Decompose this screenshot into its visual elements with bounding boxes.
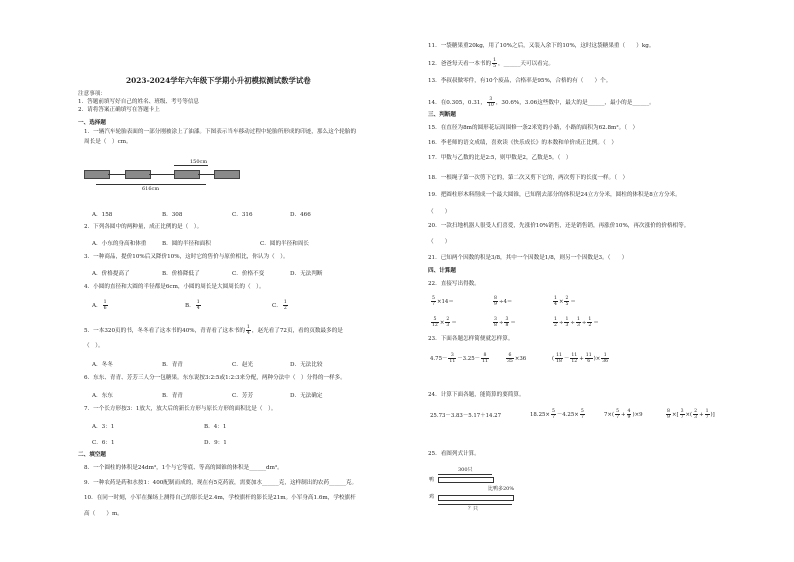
note-item-2: 2．请将答案正确填写在答题卡上 xyxy=(78,107,160,113)
q8-text: 8．一个圆柱的体积是24dm³，1个与它等底、等高的圆锥的体积是______dm³。 xyxy=(84,465,283,471)
q2-option-b: B．圆的半径和面积 xyxy=(162,241,211,247)
q1-option-d: D．466 xyxy=(290,212,311,218)
q3-option-c: C．价格不变 xyxy=(232,271,265,277)
chicken-bar xyxy=(438,495,514,501)
q23-title: 23．下面各题怎样简便就怎样算。 xyxy=(428,336,514,342)
q2-option-a: A．小东的身高和体重 xyxy=(92,241,147,247)
q11-text: 11．一袋糖果重20kg，用了10%之后，又装入余下的10%，这时这袋糖果重（ ）kg。 xyxy=(428,43,655,49)
page-title: 2023-2024学年六年级下学期小升初模拟测试数学试卷 xyxy=(126,76,311,85)
q13-text: 13．李叔叔做零件，有10个废品，合格率是95%，合格的有（ ）个。 xyxy=(428,78,612,84)
q4-option-a: A． $\frac{1}{6}$ xyxy=(92,300,107,311)
q2-text: 2．下列各圆中的两种量，成正比例的是（ ）。 xyxy=(84,224,203,230)
q5-line2: （ ）。 xyxy=(84,343,104,349)
section-judge-title: 三、判断题 xyxy=(428,112,456,118)
track-gap-2 xyxy=(149,174,174,175)
calc-item: $\frac{1}{4}$ × $\frac{2}{5}$ ＝ xyxy=(554,296,576,307)
section-fill-title: 二、填空题 xyxy=(78,452,106,458)
notes-label: 注意事项： xyxy=(78,91,106,97)
q1-option-c: C．316 xyxy=(232,212,253,218)
calc-item: $\frac{6}{35}$ ×36 xyxy=(507,353,527,364)
q7-text: 7．一个长方形按3：1放大，放大后的新长方形与原长方形的面积比是（ ）。 xyxy=(84,406,277,412)
paint-mark-1 xyxy=(84,170,110,179)
q3-option-a: A．价格提高了 xyxy=(92,271,130,277)
calc-item: $\frac{3}{8}$ ÷ $\frac{3}{8}$ ＝ xyxy=(494,317,516,328)
fig-label-300: 300只 xyxy=(458,467,473,473)
bottom-dimension-line xyxy=(96,184,206,185)
calc-item: $\frac{5}{12}$ × $\frac{2}{3}$ ＝ xyxy=(432,317,457,328)
q18-text: 18．一根绳子第一次剪下它的，第二次又剪下它的，两次剪下的长度一样。（ ） xyxy=(428,175,629,181)
q10-line2: 高（ ）m。 xyxy=(84,511,123,517)
q22-title: 22．直接写出得数。 xyxy=(428,281,480,287)
q7-option-a: A．3：1 xyxy=(92,424,115,430)
fig-label-question: ？只 xyxy=(468,506,479,512)
fig-brace-300 xyxy=(438,474,492,475)
q9-text: 9．一种农药是药和水按1：400配制而成的，现在有5克药液，需要加水______克，这样制出的农药______克。 xyxy=(84,480,358,486)
calc-item: 25.73－3.83－5.17＋14.27 xyxy=(430,413,502,419)
q4-text: 4．小圆的直径和大圆的半径都是6cm，小圆的周长是大圆周长的（ ）。 xyxy=(84,284,265,290)
q3-option-b: B．价格降低了 xyxy=(162,271,200,277)
calc-item: $\frac{8}{9}$ ÷4＝ xyxy=(494,296,513,307)
q3-text: 3．一种商品，提价10%后又降价10%，这时它的售价与原价相比，你认为（ ）。 xyxy=(84,254,289,260)
q15-text: 15．在直径为8m的圆形花坛周围修一条2米宽的小路，小路的面积为62.8m²。（ ） xyxy=(428,125,639,131)
q12-text: 12．爸爸每天看一本书的 $\frac{1}{5}$ ，______天可以看完。 xyxy=(428,58,554,69)
q6-option-a: A．东东 xyxy=(92,393,113,399)
paint-mark-3 xyxy=(174,170,200,179)
q21-text: 21．已知两个因数的积是3/8，其中一个因数是1/8，则另一个因数是3。（ ） xyxy=(428,255,628,261)
q3-option-d: D．无法判断 xyxy=(290,271,323,277)
fig-label-duck: 鸭 xyxy=(429,477,435,483)
fig-label-more: 比鸭多20% xyxy=(488,486,515,492)
q5-option-b: B．青青 xyxy=(162,362,183,368)
q2-option-c: C．圆的半径和周长 xyxy=(260,241,310,247)
q6-option-c: C．芳芳 xyxy=(232,393,254,399)
paint-mark-2 xyxy=(125,170,151,179)
q7-option-c: C．6：1 xyxy=(92,440,115,446)
q1-line2: 周长是（ ）cm。 xyxy=(84,139,132,145)
note-item-1: 1．答题前填写好自己的姓名、班级、考号等信息 xyxy=(78,99,200,105)
q4-option-c: C． $\frac{1}{2}$ xyxy=(272,300,287,311)
q20-line1: 20．一款扫地机器人很受人们喜爱，先涨价10%销售，还是销售销，再涨价10%，再次涨价的价格相等。 xyxy=(428,223,690,229)
calc-item: 18.25× $\frac{5}{7}$ －4.25× $\frac{5}{7}$ xyxy=(530,409,584,420)
track-gap-1 xyxy=(108,174,125,175)
duck-bar xyxy=(438,477,494,483)
q1-line1: 1．一辆汽车轮胎表面的一部分刚被涂上了油漆。下图表示当车移动过程中轮胎所形成的印迹，那么这个轮胎的 xyxy=(84,129,357,135)
q6-text: 6．东东、青青、芳芳三人分一包糖果。东东说按3:2:5或1:2:3来分配，两种分法中（ ）分得的一样多。 xyxy=(84,375,346,381)
q5-option-d: D．无法比较 xyxy=(290,362,323,368)
section-choice-title: 一、选择题 xyxy=(78,120,106,126)
q25-title: 25．看图列式计算。 xyxy=(428,451,480,457)
section-calc-title: 四、计算题 xyxy=(428,268,456,274)
q4-option-b: B． $\frac{1}{4}$ xyxy=(185,300,200,311)
figure-bottom-label: 616cm xyxy=(142,186,160,192)
paint-mark-4 xyxy=(214,170,240,179)
figure-top-label: 150cm xyxy=(190,159,208,165)
q5-line1: 5．一本320页的书，冬冬看了这本书的40%，青青看了这本书的 $\frac{1}{4}$ ，赵光看了72页，看的页数最多的是 xyxy=(84,325,343,336)
track-gap-3 xyxy=(198,174,214,175)
q7-option-d: D．9：1 xyxy=(204,440,227,446)
calc-item: ( $\frac{11}{18}$ － $\frac{11}{12}$ + $\frac{11}{6}$ )× $\frac{1}{36}$ xyxy=(552,353,609,364)
fig-label-chicken: 鸡 xyxy=(429,494,435,500)
q19-line2: （ ） xyxy=(428,209,451,215)
calc-item: $\frac{8}{9}$ ×[ $\frac{3}{7}$ ×( $\frac{2}{3}$ + $\frac{1}{7}$ )] xyxy=(667,409,715,420)
q14-text: 14．在0.305，0.31， $\frac{3}{10}$ ，30.6%，3.06这些数中，最大的是______，最小的是______。 xyxy=(428,97,655,108)
q16-text: 16．李老师的语文成绩，喜欢读《快乐成长》的本数和单价成正比例。（ ） xyxy=(428,140,617,146)
q10-line1: 10．在同一时刻，小军在操场上测得自己的影长是2.4m，学校旗杆的影长是21m。小军身高1.6m，学校旗杆 xyxy=(84,495,356,501)
calc-item: $\frac{1}{2}$ ÷ $\frac{1}{3}$ ÷ $\frac{1}{3}$ ÷ $\frac{1}{2}$ ＝ xyxy=(554,317,599,328)
q24-title: 24．计算下面各题，能简算的要简算。 xyxy=(428,392,525,398)
q17-text: 17．甲数与乙数的比是2:5，则甲数是2，乙数是5。（ ） xyxy=(428,155,572,161)
q5-option-c: C．赵光 xyxy=(232,362,254,368)
q7-option-b: B．4：1 xyxy=(204,424,227,430)
q1-option-a: A．158 xyxy=(92,212,113,218)
q6-option-d: D．无法确定 xyxy=(290,393,323,399)
q20-line2: （ ） xyxy=(428,239,451,245)
q5-option-a: A．冬冬 xyxy=(92,362,113,368)
q1-option-b: B．308 xyxy=(162,212,183,218)
top-dimension-line xyxy=(174,165,208,166)
calc-item: 7×( $\frac{5}{7}$ + $\frac{4}{9}$ )×9 xyxy=(604,409,643,420)
calc-item: $\frac{5}{7}$ ×14＝ xyxy=(432,296,454,307)
calc-item: 4.75－ $\frac{3}{11}$ －3.25－ $\frac{8}{11}$ xyxy=(430,353,488,364)
q19-line1: 19．把圆柱形木料削成一个最大圆锥，已知削去部分的体积是24立方分米，圆柱的体积是8立方分米。 xyxy=(428,192,681,198)
q6-option-b: B．青青 xyxy=(162,393,183,399)
